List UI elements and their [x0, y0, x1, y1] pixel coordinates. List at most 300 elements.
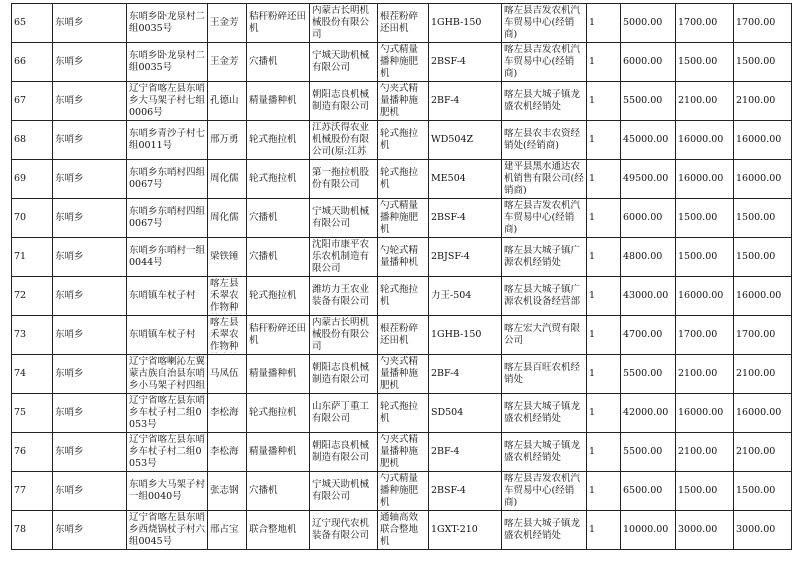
row-number-cell [12, 472, 53, 511]
township-cell [53, 199, 127, 238]
manufacturer-cell [310, 433, 378, 472]
row-number-cell-text: 72 [14, 290, 27, 301]
total-subsidy-cell [734, 277, 792, 316]
address-cell [127, 433, 208, 472]
township-cell [53, 121, 127, 160]
machine-type-cell [247, 238, 310, 277]
machine-type-cell [247, 277, 310, 316]
sale-price-cell-text: 42000.00 [623, 407, 669, 418]
total-subsidy-cell-text: 1500.00 [736, 251, 776, 262]
dealer-cell [502, 121, 587, 160]
total-subsidy-cell-text: 16000.00 [736, 134, 782, 145]
dealer-cell [502, 433, 587, 472]
owner-cell-text: 王金芳 [210, 17, 239, 28]
machine-type-cell-text: 轮式拖拉机 [249, 407, 297, 418]
table-row [12, 277, 792, 316]
address-cell [127, 160, 208, 199]
manufacturer-cell-text: 山东萨丁重工有限公司 [312, 401, 370, 424]
total-subsidy-cell-text: 16000.00 [736, 290, 782, 301]
table-row [12, 82, 792, 121]
quantity-cell [587, 238, 621, 277]
manufacturer-cell-text: 潍坊力王农业装备有限公司 [312, 284, 370, 307]
owner-cell [208, 82, 247, 121]
township-cell-text: 东哨乡 [55, 56, 84, 67]
product-name-cell-text: 勺夹式精量播种施肥机 [380, 83, 419, 118]
machine-type-cell-text: 穴播机 [249, 212, 278, 223]
quantity-cell-text: 1 [589, 329, 596, 340]
row-number-cell [12, 355, 53, 394]
address-cell-text: 辽宁省喀左县东哨乡车杖子村二组0053号 [129, 395, 205, 430]
address-cell [127, 472, 208, 511]
total-subsidy-cell-text: 16000.00 [736, 173, 782, 184]
model-cell-text: SD504 [431, 407, 464, 418]
total-subsidy-cell-text: 16000.00 [736, 407, 782, 418]
sale-price-cell [621, 277, 676, 316]
sale-price-cell [621, 394, 676, 433]
dealer-cell-text: 喀左县大城子镇龙盛农机经销处 [504, 518, 581, 541]
total-subsidy-cell-text: 1500.00 [736, 485, 776, 496]
owner-cell [208, 43, 247, 82]
owner-cell [208, 121, 247, 160]
owner-cell-text: 孔德山 [210, 95, 239, 106]
table-row [12, 511, 792, 550]
table-row [12, 160, 792, 199]
owner-cell [208, 199, 247, 238]
model-cell [429, 394, 502, 433]
machine-type-cell-text: 联合整地机 [249, 524, 297, 535]
owner-cell [208, 4, 247, 43]
machine-type-cell-text: 秸秆粉碎还田机 [249, 11, 307, 34]
address-cell-text: 东哨镇车杖子村 [129, 290, 196, 301]
manufacturer-cell [310, 121, 378, 160]
total-subsidy-cell [734, 160, 792, 199]
central-subsidy-cell [676, 316, 734, 355]
product-name-cell-text: 勺式精量播种施肥机 [380, 200, 419, 235]
central-subsidy-cell-text: 2100.00 [678, 446, 718, 457]
machine-type-cell [247, 355, 310, 394]
row-number-cell-text: 74 [14, 368, 27, 379]
sale-price-cell [621, 160, 676, 199]
quantity-cell-text: 1 [589, 407, 596, 418]
address-cell [127, 121, 208, 160]
owner-cell [208, 160, 247, 199]
machine-type-cell [247, 316, 310, 355]
township-cell-text: 东哨乡 [55, 95, 84, 106]
manufacturer-cell-text: 朝阳志良机械制造有限公司 [312, 440, 370, 463]
manufacturer-cell [310, 277, 378, 316]
quantity-cell-text: 1 [589, 251, 596, 262]
dealer-cell-text: 建平县黑水通达农机销售有限公司(经销商) [504, 161, 584, 196]
owner-cell [208, 316, 247, 355]
row-number-cell-text: 75 [14, 407, 27, 418]
township-cell-text: 东哨乡 [55, 407, 84, 418]
row-number-cell [12, 238, 53, 277]
model-cell-text: 1GHB-150 [431, 17, 482, 28]
machine-type-cell [247, 43, 310, 82]
product-name-cell [378, 472, 429, 511]
table-body [12, 4, 792, 550]
manufacturer-cell [310, 199, 378, 238]
product-name-cell [378, 199, 429, 238]
model-cell-text: 2BJSF-4 [431, 251, 470, 262]
product-name-cell-text: 勺式精量播种施肥机 [380, 44, 419, 79]
row-number-cell-text: 78 [14, 524, 27, 535]
central-subsidy-cell [676, 433, 734, 472]
owner-cell [208, 511, 247, 550]
total-subsidy-cell [734, 472, 792, 511]
owner-cell-text: 李松海 [210, 407, 239, 418]
sale-price-cell-text: 5500.00 [623, 368, 663, 379]
product-name-cell [378, 238, 429, 277]
product-name-cell [378, 43, 429, 82]
manufacturer-cell-text: 江苏沃得农业机械股份有限公司(原:江苏 [312, 122, 370, 157]
sale-price-cell-text: 10000.00 [623, 524, 669, 535]
central-subsidy-cell [676, 277, 734, 316]
township-cell-text: 东哨乡 [55, 134, 84, 145]
manufacturer-cell-text: 辽宁现代农机装备有限公司 [312, 518, 370, 541]
address-cell [127, 199, 208, 238]
sale-price-cell [621, 433, 676, 472]
total-subsidy-cell [734, 82, 792, 121]
row-number-cell [12, 199, 53, 238]
sale-price-cell-text: 45000.00 [623, 134, 669, 145]
central-subsidy-cell-text: 1500.00 [678, 251, 718, 262]
dealer-cell-text: 喀左县大城子镇龙盛农机经销处 [504, 440, 581, 463]
address-cell [127, 277, 208, 316]
address-cell [127, 4, 208, 43]
quantity-cell [587, 277, 621, 316]
machine-type-cell-text: 精量播种机 [249, 368, 297, 379]
model-cell [429, 82, 502, 121]
quantity-cell-text: 1 [589, 134, 596, 145]
row-number-cell-text: 71 [14, 251, 27, 262]
dealer-cell [502, 82, 587, 121]
quantity-cell-text: 1 [589, 17, 596, 28]
central-subsidy-cell-text: 2100.00 [678, 95, 718, 106]
model-cell-text: 2BSF-4 [431, 56, 466, 67]
address-cell-text: 东哨乡东哨村四组0067号 [129, 167, 205, 190]
quantity-cell [587, 160, 621, 199]
township-cell-text: 东哨乡 [55, 485, 84, 496]
central-subsidy-cell [676, 472, 734, 511]
model-cell-text: 2BSF-4 [431, 485, 466, 496]
manufacturer-cell [310, 394, 378, 433]
central-subsidy-cell [676, 4, 734, 43]
central-subsidy-cell-text: 1500.00 [678, 56, 718, 67]
table-row [12, 4, 792, 43]
manufacturer-cell-text: 朝阳志良机械制造有限公司 [312, 89, 370, 112]
township-cell-text: 东哨乡 [55, 524, 84, 535]
row-number-cell [12, 511, 53, 550]
manufacturer-cell-text: 第一拖拉机股份有限公司 [312, 167, 370, 190]
central-subsidy-cell-text: 16000.00 [678, 407, 724, 418]
machine-type-cell-text: 精量播种机 [249, 446, 297, 457]
sale-price-cell [621, 238, 676, 277]
model-cell-text: ME504 [431, 173, 466, 184]
sale-price-cell-text: 6000.00 [623, 56, 663, 67]
sale-price-cell [621, 355, 676, 394]
central-subsidy-cell [676, 394, 734, 433]
dealer-cell-text: 喀左县吉发农机汽车贸易中心(经销商) [504, 44, 581, 79]
sale-price-cell-text: 6000.00 [623, 212, 663, 223]
table-row [12, 199, 792, 238]
model-cell-text: 1GHB-150 [431, 329, 482, 340]
quantity-cell-text: 1 [589, 56, 596, 67]
row-number-cell [12, 4, 53, 43]
model-cell [429, 238, 502, 277]
address-cell [127, 394, 208, 433]
row-number-cell [12, 316, 53, 355]
address-cell-text: 东哨乡卧龙泉村二组0035号 [129, 50, 205, 73]
machine-type-cell-text: 穴播机 [249, 251, 278, 262]
manufacturer-cell-text: 宁城天助机械有限公司 [312, 50, 370, 73]
central-subsidy-cell-text: 2100.00 [678, 368, 718, 379]
product-name-cell-text: 勺式精量播种施肥机 [380, 473, 419, 508]
total-subsidy-cell [734, 394, 792, 433]
row-number-cell-text: 66 [14, 56, 27, 67]
quantity-cell-text: 1 [589, 368, 596, 379]
product-name-cell-text: 根茬粉碎还田机 [380, 323, 419, 346]
sale-price-cell [621, 199, 676, 238]
central-subsidy-cell [676, 199, 734, 238]
machine-type-cell-text: 穴播机 [249, 56, 278, 67]
total-subsidy-cell [734, 511, 792, 550]
total-subsidy-cell-text: 2100.00 [736, 95, 776, 106]
address-cell-text: 辽宁省喀左县东哨乡西烧锅杖子村六组0045号 [129, 512, 205, 547]
central-subsidy-cell-text: 1500.00 [678, 212, 718, 223]
model-cell-text: 力王-504 [431, 290, 472, 301]
total-subsidy-cell-text: 1700.00 [736, 329, 776, 340]
machine-type-cell-text: 轮式拖拉机 [249, 134, 297, 145]
product-name-cell [378, 316, 429, 355]
manufacturer-cell [310, 355, 378, 394]
product-name-cell [378, 355, 429, 394]
central-subsidy-cell [676, 43, 734, 82]
sale-price-cell [621, 472, 676, 511]
central-subsidy-cell-text: 3000.00 [678, 524, 718, 535]
quantity-cell-text: 1 [589, 485, 596, 496]
total-subsidy-cell-text: 3000.00 [736, 524, 776, 535]
quantity-cell-text: 1 [589, 290, 596, 301]
central-subsidy-cell-text: 1500.00 [678, 485, 718, 496]
quantity-cell [587, 316, 621, 355]
model-cell [429, 433, 502, 472]
address-cell [127, 355, 208, 394]
machine-type-cell [247, 511, 310, 550]
quantity-cell [587, 199, 621, 238]
dealer-cell-text: 喀左县百旺农机经销处 [504, 362, 581, 385]
owner-cell-text: 周化儒 [210, 212, 239, 223]
product-name-cell-text: 勺夹式精量播种施肥机 [380, 434, 419, 469]
sale-price-cell-text: 49500.00 [623, 173, 669, 184]
machine-type-cell-text: 轮式拖拉机 [249, 290, 297, 301]
total-subsidy-cell-text: 1500.00 [736, 56, 776, 67]
township-cell [53, 511, 127, 550]
model-cell [429, 4, 502, 43]
dealer-cell-text: 喀左县农丰农资经销处(经销商) [504, 128, 581, 151]
table-row [12, 316, 792, 355]
township-cell [53, 238, 127, 277]
quantity-cell-text: 1 [589, 446, 596, 457]
table-row [12, 472, 792, 511]
product-name-cell [378, 160, 429, 199]
dealer-cell [502, 472, 587, 511]
model-cell [429, 277, 502, 316]
township-cell [53, 433, 127, 472]
sale-price-cell [621, 4, 676, 43]
model-cell [429, 121, 502, 160]
sale-price-cell-text: 5500.00 [623, 446, 663, 457]
total-subsidy-cell [734, 4, 792, 43]
central-subsidy-cell [676, 160, 734, 199]
address-cell-text: 东哨镇车杖子村 [129, 329, 196, 340]
dealer-cell [502, 394, 587, 433]
township-cell [53, 277, 127, 316]
total-subsidy-cell-text: 2100.00 [736, 368, 776, 379]
dealer-cell [502, 4, 587, 43]
quantity-cell [587, 433, 621, 472]
machine-type-cell [247, 4, 310, 43]
sale-price-cell-text: 5500.00 [623, 95, 663, 106]
total-subsidy-cell-text: 2100.00 [736, 446, 776, 457]
product-name-cell [378, 4, 429, 43]
central-subsidy-cell-text: 16000.00 [678, 290, 724, 301]
machine-type-cell [247, 433, 310, 472]
quantity-cell-text: 1 [589, 173, 596, 184]
township-cell-text: 东哨乡 [55, 329, 84, 340]
township-cell [53, 82, 127, 121]
dealer-cell [502, 277, 587, 316]
dealer-cell [502, 199, 587, 238]
address-cell-text: 东哨乡大马架子村一组0040号 [129, 479, 205, 502]
product-name-cell [378, 82, 429, 121]
quantity-cell [587, 511, 621, 550]
owner-cell-text: 张志钢 [210, 485, 239, 496]
manufacturer-cell [310, 4, 378, 43]
quantity-cell [587, 121, 621, 160]
owner-cell [208, 472, 247, 511]
quantity-cell-text: 1 [589, 95, 596, 106]
row-number-cell-text: 69 [14, 173, 27, 184]
township-cell [53, 316, 127, 355]
total-subsidy-cell [734, 199, 792, 238]
machine-type-cell-text: 穴播机 [249, 485, 278, 496]
address-cell-text: 东哨乡东哨村四组0067号 [129, 206, 205, 229]
owner-cell-text: 邢万勇 [210, 134, 239, 145]
model-cell [429, 43, 502, 82]
row-number-cell [12, 277, 53, 316]
dealer-cell-text: 喀左县大城子镇广源农机设备经营部 [504, 284, 581, 307]
manufacturer-cell-text: 宁城天助机械有限公司 [312, 479, 370, 502]
product-name-cell-text: 勺轮式精量播种机 [380, 245, 419, 268]
table-row [12, 43, 792, 82]
manufacturer-cell [310, 511, 378, 550]
quantity-cell [587, 355, 621, 394]
quantity-cell [587, 43, 621, 82]
dealer-cell-text: 喀左县吉发农机汽车贸易中心(经销商) [504, 200, 581, 235]
model-cell [429, 316, 502, 355]
model-cell-text: 2BF-4 [431, 95, 460, 106]
central-subsidy-cell [676, 511, 734, 550]
address-cell-text: 东哨乡青沙子村七组0011号 [129, 128, 205, 151]
row-number-cell-text: 73 [14, 329, 27, 340]
quantity-cell [587, 472, 621, 511]
address-cell [127, 82, 208, 121]
machine-type-cell [247, 472, 310, 511]
sale-price-cell [621, 43, 676, 82]
model-cell-text: WD504Z [431, 134, 474, 145]
manufacturer-cell [310, 82, 378, 121]
township-cell-text: 东哨乡 [55, 251, 84, 262]
central-subsidy-cell-text: 1700.00 [678, 329, 718, 340]
machine-type-cell [247, 82, 310, 121]
township-cell-text: 东哨乡 [55, 212, 84, 223]
dealer-cell [502, 316, 587, 355]
model-cell [429, 472, 502, 511]
total-subsidy-cell [734, 316, 792, 355]
township-cell [53, 355, 127, 394]
township-cell [53, 160, 127, 199]
quantity-cell [587, 4, 621, 43]
row-number-cell-text: 65 [14, 17, 27, 28]
row-number-cell [12, 43, 53, 82]
manufacturer-cell [310, 316, 378, 355]
row-number-cell-text: 70 [14, 212, 27, 223]
owner-cell-text: 喀左县禾翠农作物种 [210, 278, 239, 313]
table-row [12, 394, 792, 433]
table-row [12, 433, 792, 472]
central-subsidy-cell-text: 16000.00 [678, 173, 724, 184]
model-cell-text: 2BSF-4 [431, 212, 466, 223]
owner-cell-text: 马凤伍 [210, 368, 239, 379]
sale-price-cell-text: 4800.00 [623, 251, 663, 262]
central-subsidy-cell [676, 121, 734, 160]
central-subsidy-cell-text: 1700.00 [678, 17, 718, 28]
dealer-cell-text: 喀左县大城子镇龙盛农机经销处 [504, 89, 581, 112]
manufacturer-cell-text: 内蒙古长明机械股份有限公司 [312, 317, 370, 352]
row-number-cell [12, 160, 53, 199]
dealer-cell [502, 43, 587, 82]
sale-price-cell [621, 121, 676, 160]
total-subsidy-cell [734, 238, 792, 277]
product-name-cell [378, 394, 429, 433]
owner-cell-text: 王金芳 [210, 56, 239, 67]
total-subsidy-cell [734, 355, 792, 394]
product-name-cell-text: 通轴高效联合整地机 [380, 512, 419, 547]
owner-cell-text: 邢占宝 [210, 524, 239, 535]
quantity-cell [587, 82, 621, 121]
model-cell [429, 199, 502, 238]
quantity-cell-text: 1 [589, 212, 596, 223]
product-name-cell-text: 根茬粉碎还田机 [380, 11, 419, 34]
subsidy-table-sheet [11, 3, 791, 550]
row-number-cell [12, 433, 53, 472]
row-number-cell-text: 76 [14, 446, 27, 457]
row-number-cell-text: 68 [14, 134, 27, 145]
row-number-cell [12, 82, 53, 121]
row-number-cell [12, 394, 53, 433]
product-name-cell-text: 轮式拖拉机 [380, 128, 419, 151]
dealer-cell-text: 喀左县吉发农机汽车贸易中心(经销商) [504, 5, 581, 40]
manufacturer-cell-text: 宁城天助机械有限公司 [312, 206, 370, 229]
machine-type-cell [247, 199, 310, 238]
quantity-cell [587, 394, 621, 433]
sale-price-cell-text: 4700.00 [623, 329, 663, 340]
machine-type-cell-text: 精量播种机 [249, 95, 297, 106]
total-subsidy-cell-text: 1700.00 [736, 17, 776, 28]
township-cell [53, 4, 127, 43]
table-row [12, 355, 792, 394]
